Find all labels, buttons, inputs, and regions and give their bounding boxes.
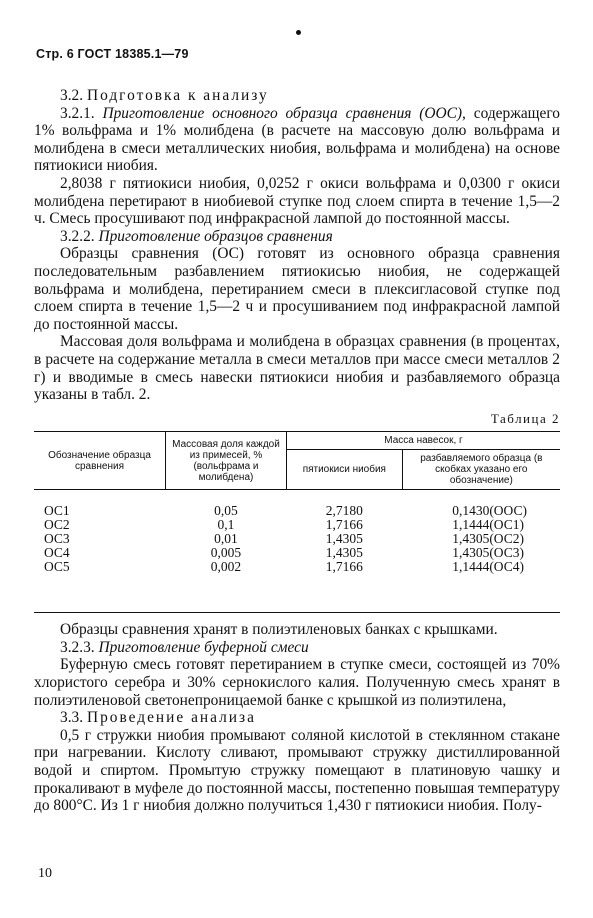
paragraph-reference-samples: Образцы сравнения (ОС) готовят из основного образца сравнения последовательным разбавлением пятиокисью ниобия, не содержащей вольфрама и молибдена, перетиранием смеси в плексигласовой ступке под слоем спирта в течение 1,5—2 ч и просушиванием под инфракрасной лампой до постоянной массы. [34,245,560,333]
header-mass-fraction: Массовая доля каждой из примесей, % (вольфрама и молибдена) [166,432,287,490]
paragraph-storage: Образцы сравнения хранят в полиэтиленовых банках с крышками. [60,621,498,639]
table-row: ОС5 0,002 1,7166 1,1444(ОС4) [44,559,524,575]
section-heading-3-2: 3.2. Подготовка к анализу [60,87,269,104]
table-row: ОС4 0,005 1,4305 1,4305(ОС3) [44,545,524,561]
paragraph-mass-fraction: Массовая доля вольфрама и молибдена в образцах сравнения (в процентах, в расчете на содержание металла в смеси металлов при массе смеси металлов 2 г) и вводимые в смесь навески пятиокиси ниобия и разбавляемого образца указаны в табл. 2. [34,333,560,404]
header-niobium-oxide: пятиокиси ниобия [286,450,402,490]
table-caption: Таблица 2 [490,410,560,426]
table-row: ОС3 0,01 1,4305 1,4305(ОС2) [44,531,524,547]
table-2 [34,431,560,613]
section-3-2-3: 3.2.3. Приготовление буферной смеси [60,638,309,656]
header-weights-group: Масса навесок, г [286,432,560,450]
paragraph-buffer: Буферную смесь готовят перетиранием в ступке смеси, состоящей из 70% хлористого серебра и 30% сернокислого калия. Полученную смесь хранят в полиэтиленовой светонепроницаемой банке с крышкой из полиэтилена, [34,656,560,709]
section-3-2-2-title: Приготовление образцов сравнения [98,227,333,245]
table-row: ОС1 0,05 2,7180 0,1430(ООС) [44,503,527,519]
page-header: Стр. 6 ГОСТ 18385.1—79 [36,47,189,61]
section-3-2-3-title: Приготовление буферной смеси [98,638,309,656]
header-designation: Обозначение образца сравнения [34,432,166,490]
header-diluted-sample: разбавляемого образца (в скобках указано его обозначение) [402,450,560,490]
paragraph-weights: 2,8038 г пятиокиси ниобия, 0,0252 г окиси вольфрама и 0,0300 г окиси молибдена перетирают в ниобиевой ступке под слоем спирта в течение 1,5—2 ч. Смесь просушивают под инфракрасной лампой до постоянной массы. [34,174,560,228]
page-mark-dot [296,30,301,35]
section-3-2-1-title: Приготовление основного образца сравнения (ООС), [102,104,466,122]
section-3-2-1: 3.2.1. Приготовление основного образца сравнения (ООС), содержащего 1% вольфрама и 1% молибдена (в расчете на массовую долю вольфрама и молибдена в смеси металлических ниобия, вольфрама и молибдена) на основе пятиокиси ниобия. [34,104,560,175]
page-number: 10 [38,866,52,881]
paragraph-analysis: 0,5 г стружки ниобия промывают соляной кислотой в стеклянном стакане при нагревании. Кислоту сливают, промывают стружку дистиллированной водой и спиртом. Промытую стружку помещают в платиновую чашку и прокаливают в муфеле до постоянной массы, постепенно повышая температуру до 800°С. Из 1 г ниобия должно получиться 1,430 г пятиокиси ниобия. Полу- [34,726,560,815]
section-heading-3-3: 3.3. Проведение анализа [60,709,256,727]
document-body [34,87,560,815]
table-row: ОС2 0,1 1,7166 1,1444(ОС1) [44,517,524,533]
section-3-2-2: 3.2.2. Приготовление образцов сравнения [60,227,333,245]
